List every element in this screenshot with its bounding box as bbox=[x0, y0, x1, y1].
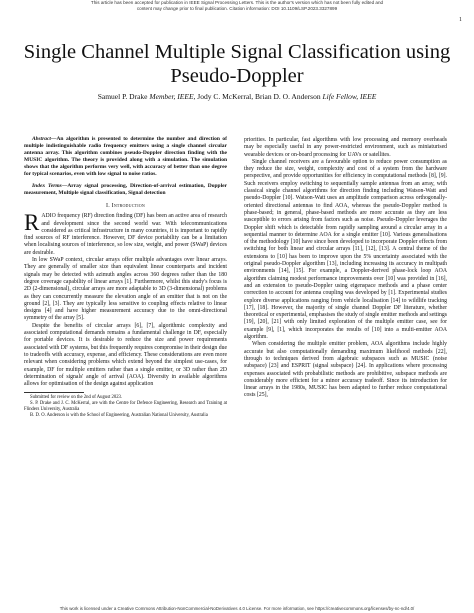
abstract-lead: Abstract bbox=[32, 136, 51, 142]
index-terms bbox=[24, 183, 227, 197]
intro-paragraph-1-text: ADIO frequency (RF) direction finding (DF) has been an active area of research and development since the second world war. With telecommunications considered as critical infrastructure in many countries, it is important to rapidly find sources of RF interference. However, DF device portability can be a limitation when localising sources of interference, so low size, weight, and power (SWaP) devices are desirable. bbox=[24, 213, 227, 256]
banner-line-2: content may change prior to final publication. Citation information: DOI 10.1109/LSP.2023.3327899 bbox=[136, 5, 338, 11]
publication-banner bbox=[0, 0, 474, 11]
left-column bbox=[24, 136, 227, 419]
right-column bbox=[244, 137, 447, 400]
body-paragraph-multiple-emitter: When considering the multiple emitter problem, AOA algorithms include highly accurate but also computationally demanding maximum likelihood methods [22], through to techniques derived from algebraic subspaces such as MUSIC (noise subspace) [23] and ESPRIT (signal subspace) [24]. In applications where processing expenses associated with probabilistic methods are prohibitive, subspace methods are considerably more efficient for a minor accuracy tradeoff. Since its introduction for linear arrays in the 1980s, MUSIC has been adapted to further reduce computational costs [25], bbox=[244, 341, 447, 399]
intro-paragraph-3: Despite the benefits of circular arrays [6], [7], algorithmic complexity and associated computational demands remains a fundamental challenge in DF, especially for portable devices. It is desirable to reduce the size and power requirements associated with DF systems, but this frequently requires compromise in their design due to tradeoffs with accuracy, expense, and efficiency. These considerations are even more relevant when considering problems which extend beyond the simplest use-cases, for example, DF for multiple emitters rather than a single emitter, or 3D rather than 2D determination of signals' angle of arrival (AOA). Diversity in available algorithms allows for optimisation of the design against application bbox=[24, 322, 227, 388]
section-heading-introduction: I. Introduction bbox=[106, 203, 145, 209]
license-footer: This work is licensed under a Creative Commons Attribution-NonCommercial-NoDerivatives 4.0 License. For more information, see https://creativecommons.org/licenses/by-nc-nd/4.0/ bbox=[59, 606, 415, 611]
abstract bbox=[24, 136, 227, 178]
author-list bbox=[14, 92, 460, 101]
drop-cap: R bbox=[24, 210, 40, 236]
abstract-text: —An algorithm is presented to determine the number and direction of multiple indistinguishable radio frequency emitters using a single channel circular antenna array. This algorithm combines pseudo-Doppler direction finding with the MUSIC algorithm. The theory is provided along with a simulation. The simulation shows that the algorithm performs very well, with accuracy of better than one degree for typical scenarios, even with low signal to noise ratios. bbox=[24, 136, 227, 177]
footnote-affiliation-2: B. D. O. Anderson is with the School of Engineering, Australian National University, Australia bbox=[30, 413, 208, 419]
intro-paragraph-1 bbox=[24, 210, 227, 257]
intro-paragraph-2: In low SWaP context, circular arrays offer multiple advantages over linear arrays. They are generally of smaller size than equivalent linear counterparts and incident signals may be detected with azimuth angles across 360 degrees rather than the 180 degree coverage capability of linear arrays [1]. Furthermore, whilst this study's focus is 2D (2-dimensional), circular arrays are more adaptable to 3D (3-dimensional) problems as they can concurrently measure the elevation angle of an emitter that is not on the ground [2], [3]. They are typically less sensitive to coupling effects relative to linear designs [4] and have higher measurement accuracy due to the omni-directional symmetry of the array [5]. bbox=[24, 257, 227, 322]
body-paragraph-single-channel: Single channel receivers are a favourable option to reduce power consumption as they reduce the size, weight, complexity and cost of a system from the hardware perspective, and provide opportunities for efficiency in computational methods [8], [9]. Such receivers employ switching to sequentially sample antennas from an array, with classical single channel algorithms for direction finding including Watson-Watt and pseudo-Doppler [10]. Watson-Watt uses an amplitude comparison across orthogonally-oriented directional antennas to find AOA, whereas the pseudo-Doppler method is phase-based; in general, phase-based methods are more accurate as they are less susceptible to errors arising from factors such as noise. Pseudo-Doppler leverages the Doppler shift which is detectable from rapidly sampling around a circular array in a sequential manner to determine AOA for a single emitter [10]. Various generalisations of the methodology [10] have since been developed to incorporate Doppler effects from switching for both linear and circular arrays [11], [12], [13]. A central theme of the extensions to [10] has been to improve upon the 5% uncertainty associated with the original pseudo-Doppler algorithm [13], including increasing its accuracy in multipath environments [14], [15]. For example, a Doppler-derived phase-lock loop AOA algorithm claiming modest performance improvements over [10] was provided in [16], and an extension to pseudo-Doppler using eigenspace methods and a phase center correction to account for antenna coupling was developed by [1]. Experimental studies explore diverse applications ranging from vehicle localisation [14] to wildlife tracking [17], [18]. However, the majority of single channel Doppler DF literature, whether theoretical or experimental, emphasises the study of single emitter methods and settings [19], [20], [21] with only limited exploration of the multiple emitter case, see for example [9], [1], which incorporates the results of [10] into a multi-emitter AOA algorithm. bbox=[244, 158, 447, 341]
footnote-submission: Submitted for review on the 2nd of August 2023. bbox=[30, 395, 123, 401]
paper-title: Single Channel Multiple Signal Classification using Pseudo-Doppler bbox=[23, 41, 451, 87]
index-terms-text: —Array signal processing, Direction-of-arrival estimation, Doppler measurement, Multiple signal classification, Signal detection bbox=[24, 183, 227, 196]
author-1: Samuel P. Drake bbox=[97, 92, 148, 101]
author-2-3: , Jody C. McKerral, Brian D. O. Anderson bbox=[193, 92, 321, 101]
footnote-divider bbox=[24, 392, 84, 393]
page-number: 1 bbox=[459, 17, 462, 23]
banner-line-1: This article has been accepted for publication in IEEE Signal Processing Letters. This is the author's version which has not been fully edited and bbox=[90, 0, 384, 5]
footnote-affiliation-1: S. P. Drake and J. C. McKerral, are with the Centre for Defence Engineering, Research and Training at Flinders University, Australia bbox=[24, 401, 227, 413]
body-paragraph-continued: priorities. In particular, fast algorithms with low processing and memory overheads may be especially useful in any power-restricted environment, such as miniaturised wearable devices or on-board processing for UAVs or satellites. bbox=[244, 137, 447, 158]
author-1-role: Member, IEEE bbox=[149, 92, 194, 101]
index-terms-lead: Index Terms bbox=[32, 183, 62, 189]
author-3-role: Life Fellow, IEEE bbox=[322, 92, 377, 101]
